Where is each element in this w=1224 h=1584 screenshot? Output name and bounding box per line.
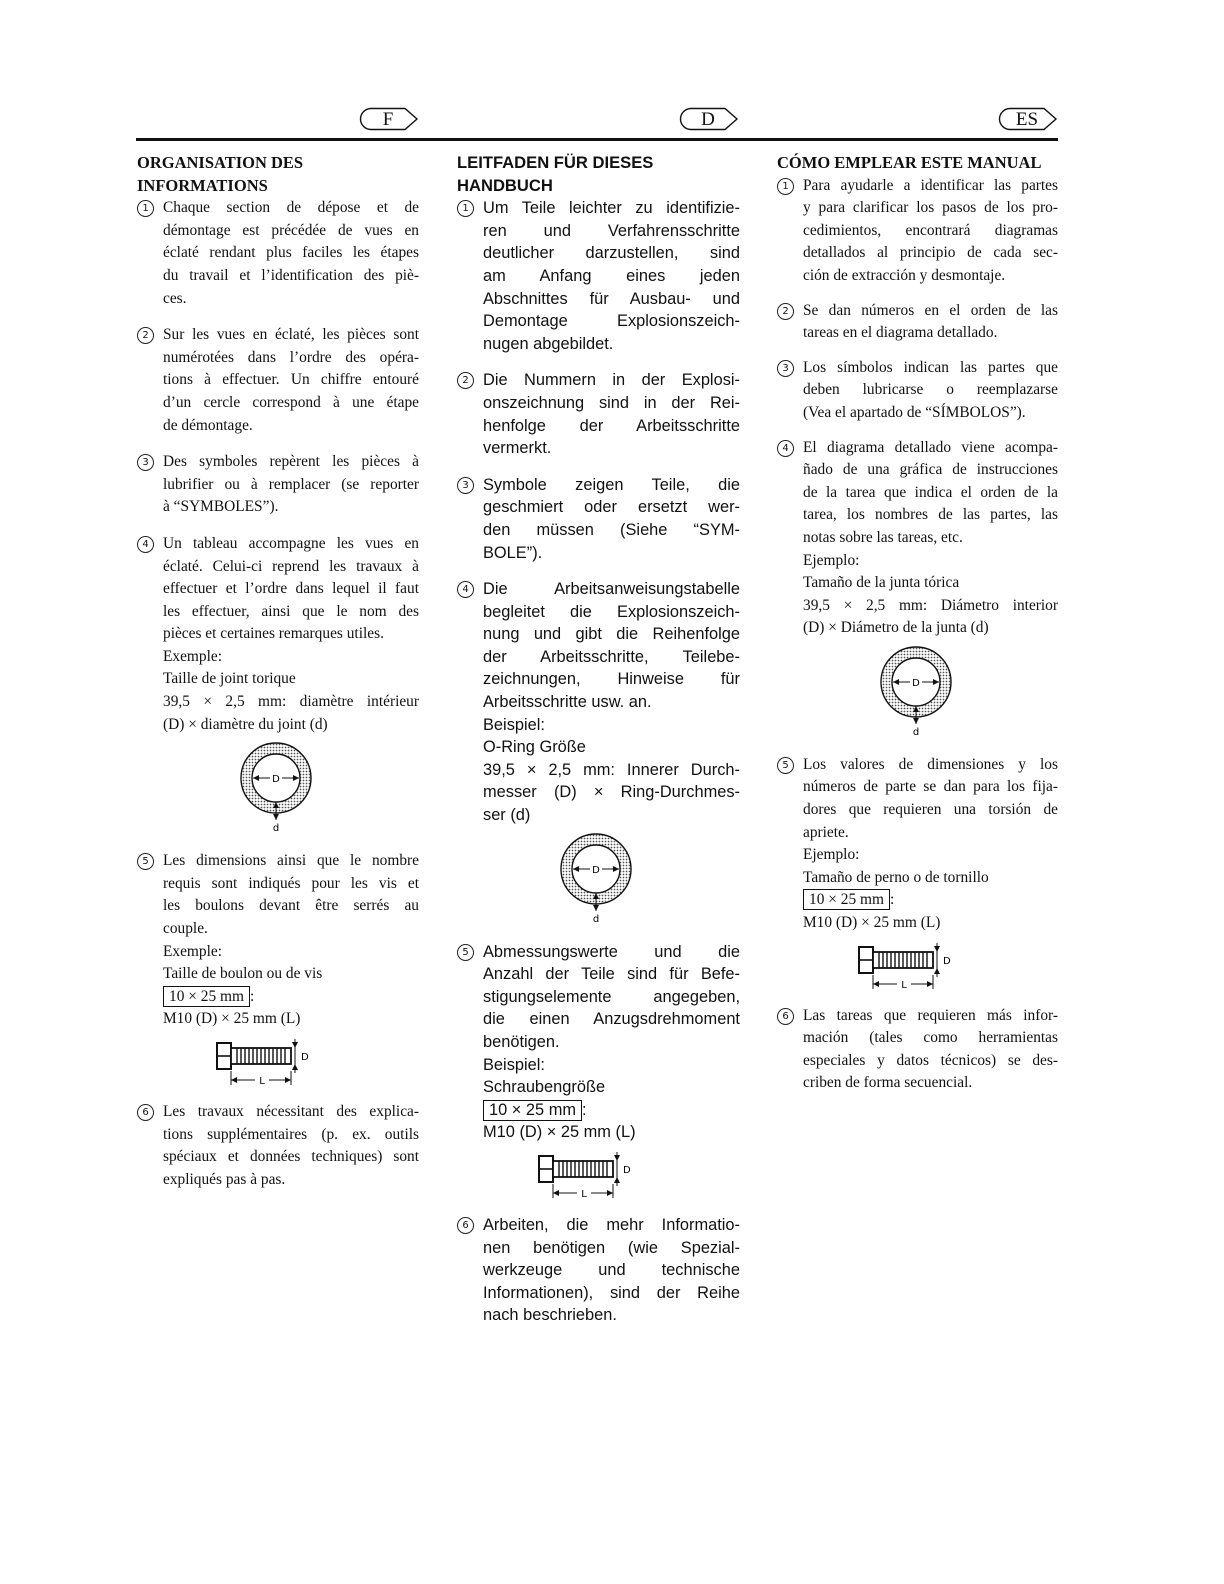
circled-number: 6 <box>137 1104 154 1121</box>
bolt-diagram <box>215 1037 335 1087</box>
ring-thickness-label: d <box>592 913 600 923</box>
circled-number: 3 <box>457 477 474 494</box>
section-heading: LEITFADEN FÜR DIESES HANDBUCH <box>457 153 654 195</box>
circled-number: 6 <box>777 1008 794 1025</box>
lang-tag-label: ES <box>1015 109 1039 130</box>
section-heading: CÓMO EMPLEAR ESTE MANUAL <box>777 153 1042 172</box>
item-text: Las tareas que requieren más infor- mación (tales como herramientas especiales y datos técnicos) se des- criben de forma secuencial. <box>803 1006 1058 1092</box>
o-ring-diagram <box>535 831 645 923</box>
list-item-4 <box>457 578 740 923</box>
list-item-2 <box>137 324 419 437</box>
lang-tag-french <box>357 107 419 131</box>
column-spanish <box>777 152 1058 1095</box>
ring-inner-label: D <box>592 864 600 876</box>
circled-number: 2 <box>137 327 154 344</box>
bolt-length-label: L <box>901 979 907 991</box>
item-text: Les dimensions ainsi que le nombre requis sont indiqués pour les vis et les boulons devant être serrés au couple. Exemple: Taille de boulon ou de vis 10 × 25 mm : M10 (D) × 25 mm (L) <box>163 852 419 1028</box>
item-text: Um Teile leichter zu identifizie- ren und Verfahrensschritte deutlicher darzustellen, sind am Anfang eines jeden Abschnittes für Ausbau- und Demontage Explosionszeich- nugen abgebildet. <box>483 199 740 353</box>
item-text: Symbole zeigen Teile, die geschmiert oder ersetzt wer- den müssen (Siehe “SYM- BOLE”). <box>483 475 740 562</box>
item-text: Abmessungswerte und die Anzahl der Teile sind für Befe- stigungselemente angegeben, die einen Anzugsdrehmoment benötigen. Beispiel: Schraubengröße 10 × 25 mm : M10 (D) × 25 mm (L) <box>483 942 740 1142</box>
item-text: Les travaux nécessitant des explica- tions supplémentaires (p. ex. outils spéciaux et données techniques) sont expliqués pas à pas. <box>163 1103 419 1188</box>
circled-number: 3 <box>137 454 154 471</box>
lang-tag-label: D <box>701 109 715 130</box>
list-item-3 <box>457 474 740 564</box>
item-text: Un tableau accompagne les vues en éclaté. Celui-ci reprend les travaux à effectuer et l’ordre dans lequel il faut les effectuer, ainsi que le nom des pièces et certaines remarques utiles. Exemple: Taille de joint torique 39,5 × 2,5 mm: diamètre intérieur (D) × diamètre du joint (d) <box>163 534 419 733</box>
circled-number: 2 <box>777 303 794 320</box>
list-item-5 <box>137 850 419 1087</box>
example-label: Exemple: <box>163 647 222 665</box>
bolt-size-box: 10 × 25 mm <box>483 1100 582 1121</box>
circled-number: 5 <box>777 757 794 774</box>
column-german <box>457 152 740 1327</box>
circled-number: 1 <box>777 178 794 195</box>
list-item-4 <box>777 437 1058 736</box>
column-french <box>137 152 419 1191</box>
circled-number: 3 <box>777 360 794 377</box>
lang-tag-spanish <box>996 107 1058 131</box>
item-text: Los valores de dimensiones y los números de parte se dan para los fija- dores que requieren una torsión de apriete. Ejemplo: Tamaño de perno o de tornillo 10 × 25 mm : M10 (D) × 25 mm (L) <box>803 755 1058 932</box>
circled-number: 4 <box>457 581 474 598</box>
list-item-1 <box>457 197 740 355</box>
lang-tag-label: F <box>382 109 394 130</box>
circled-number: 4 <box>777 440 794 457</box>
list-item-3 <box>137 451 419 519</box>
item-text: Para ayudarle a identificar las partes y para clarificar los pasos de los pro- cedimientos, encontrará diagramas detallados al principio de cada sec- ción de extracción y desmontaje. <box>803 176 1058 284</box>
list-item-6 <box>777 1005 1058 1095</box>
ring-inner-label: D <box>912 677 920 689</box>
example-label: Beispiel: <box>483 1055 545 1074</box>
bolt-diameter-label: D <box>943 955 951 967</box>
example-label: Beispiel: <box>483 715 545 734</box>
bolt-diameter-label: D <box>301 1052 309 1063</box>
list-item-1 <box>777 175 1058 288</box>
circled-number: 5 <box>137 853 154 870</box>
ring-inner-label: D <box>272 774 280 786</box>
o-ring-diagram <box>215 740 325 832</box>
circled-number: 5 <box>457 944 474 961</box>
ring-thickness-label: d <box>272 823 280 833</box>
circled-number: 6 <box>457 1217 474 1234</box>
item-text: Arbeiten, die mehr Informatio- nen benötigen (wie Spezial- werkzeuge und technische Informationen), sind der Reihe nach beschrieben. <box>483 1215 740 1325</box>
list-item-6 <box>457 1214 740 1327</box>
example-label: Exemple: <box>163 942 222 960</box>
list-item-2 <box>777 300 1058 345</box>
bolt-length-label: L <box>581 1188 587 1200</box>
list-item-2 <box>457 369 740 459</box>
ring-thickness-label: d <box>912 726 920 736</box>
list-item-5 <box>777 754 1058 991</box>
item-text: Des symboles repèrent les pièces à lubrifier ou à remplacer (se reporter à “SYMBOLES”). <box>163 453 419 516</box>
bolt-length-label: L <box>259 1076 265 1087</box>
item-text: Los símbolos indican las partes que deben lubricarse o reemplazarse (Vea el apartado de “SÍMBOLOS”). <box>803 358 1058 421</box>
item-text: Chaque section de dépose et de démontage est précédée de vues en éclaté rendant plus faciles les étapes du travail et l’identification des piè- ces. <box>163 199 419 307</box>
item-text: El diagrama detallado viene acompa- ñado de una gráfica de instrucciones de la tarea que indica el orden de la tarea, los nombres de las partes, las notas sobre las tareas, etc. Ejemplo: Tamaño de la junta tórica 39,5 × 2,5 mm: Diámetro interior (D) × Diámetro de la junta (d) <box>803 438 1058 637</box>
bolt-size-box: 10 × 25 mm <box>163 986 250 1007</box>
lang-tag-german <box>677 107 739 131</box>
bolt-diagram <box>857 941 977 991</box>
item-text: Die Arbeitsanweisungstabelle begleitet die Explosionszeich- nung und gibt die Reihenfolge der Arbeitsschritte, Teilebe- zeichnungen, Hinweise für Arbeitsschritte usw. an. Beispiel: O-Ring Größe 39,5 × 2,5 mm: Innerer Durch- messer (D) × Ring-Durchmes- ser (d) <box>483 580 740 825</box>
list-item-3 <box>777 357 1058 425</box>
circled-number: 2 <box>457 372 474 389</box>
example-label: Ejemplo: <box>803 846 860 864</box>
item-text: Sur les vues en éclaté, les pièces sont numérotées dans l’ordre des opéra- tions à effectuer. Un chiffre entouré d’un cercle correspond à une étape de démontage. <box>163 326 419 434</box>
example-label: Ejemplo: <box>803 551 860 569</box>
header-rule <box>136 138 1058 141</box>
list-item-1 <box>137 197 419 310</box>
o-ring-diagram <box>855 644 965 736</box>
list-item-6 <box>137 1101 419 1191</box>
item-text: Die Nummern in der Explosi- onszeichnung sind in der Rei- henfolge der Arbeitsschritte vermerkt. <box>483 371 740 458</box>
item-text: Se dan números en el orden de las tareas en el diagrama detallado. <box>803 301 1058 342</box>
list-item-5 <box>457 941 740 1200</box>
circled-number: 1 <box>137 200 154 217</box>
bolt-size-box: 10 × 25 mm <box>803 889 890 910</box>
circled-number: 4 <box>137 536 154 553</box>
section-heading: ORGANISATION DES INFORMATIONS <box>137 153 304 195</box>
bolt-diagram <box>537 1150 657 1200</box>
list-item-4 <box>137 533 419 832</box>
circled-number: 1 <box>457 200 474 217</box>
bolt-diameter-label: D <box>623 1164 631 1176</box>
